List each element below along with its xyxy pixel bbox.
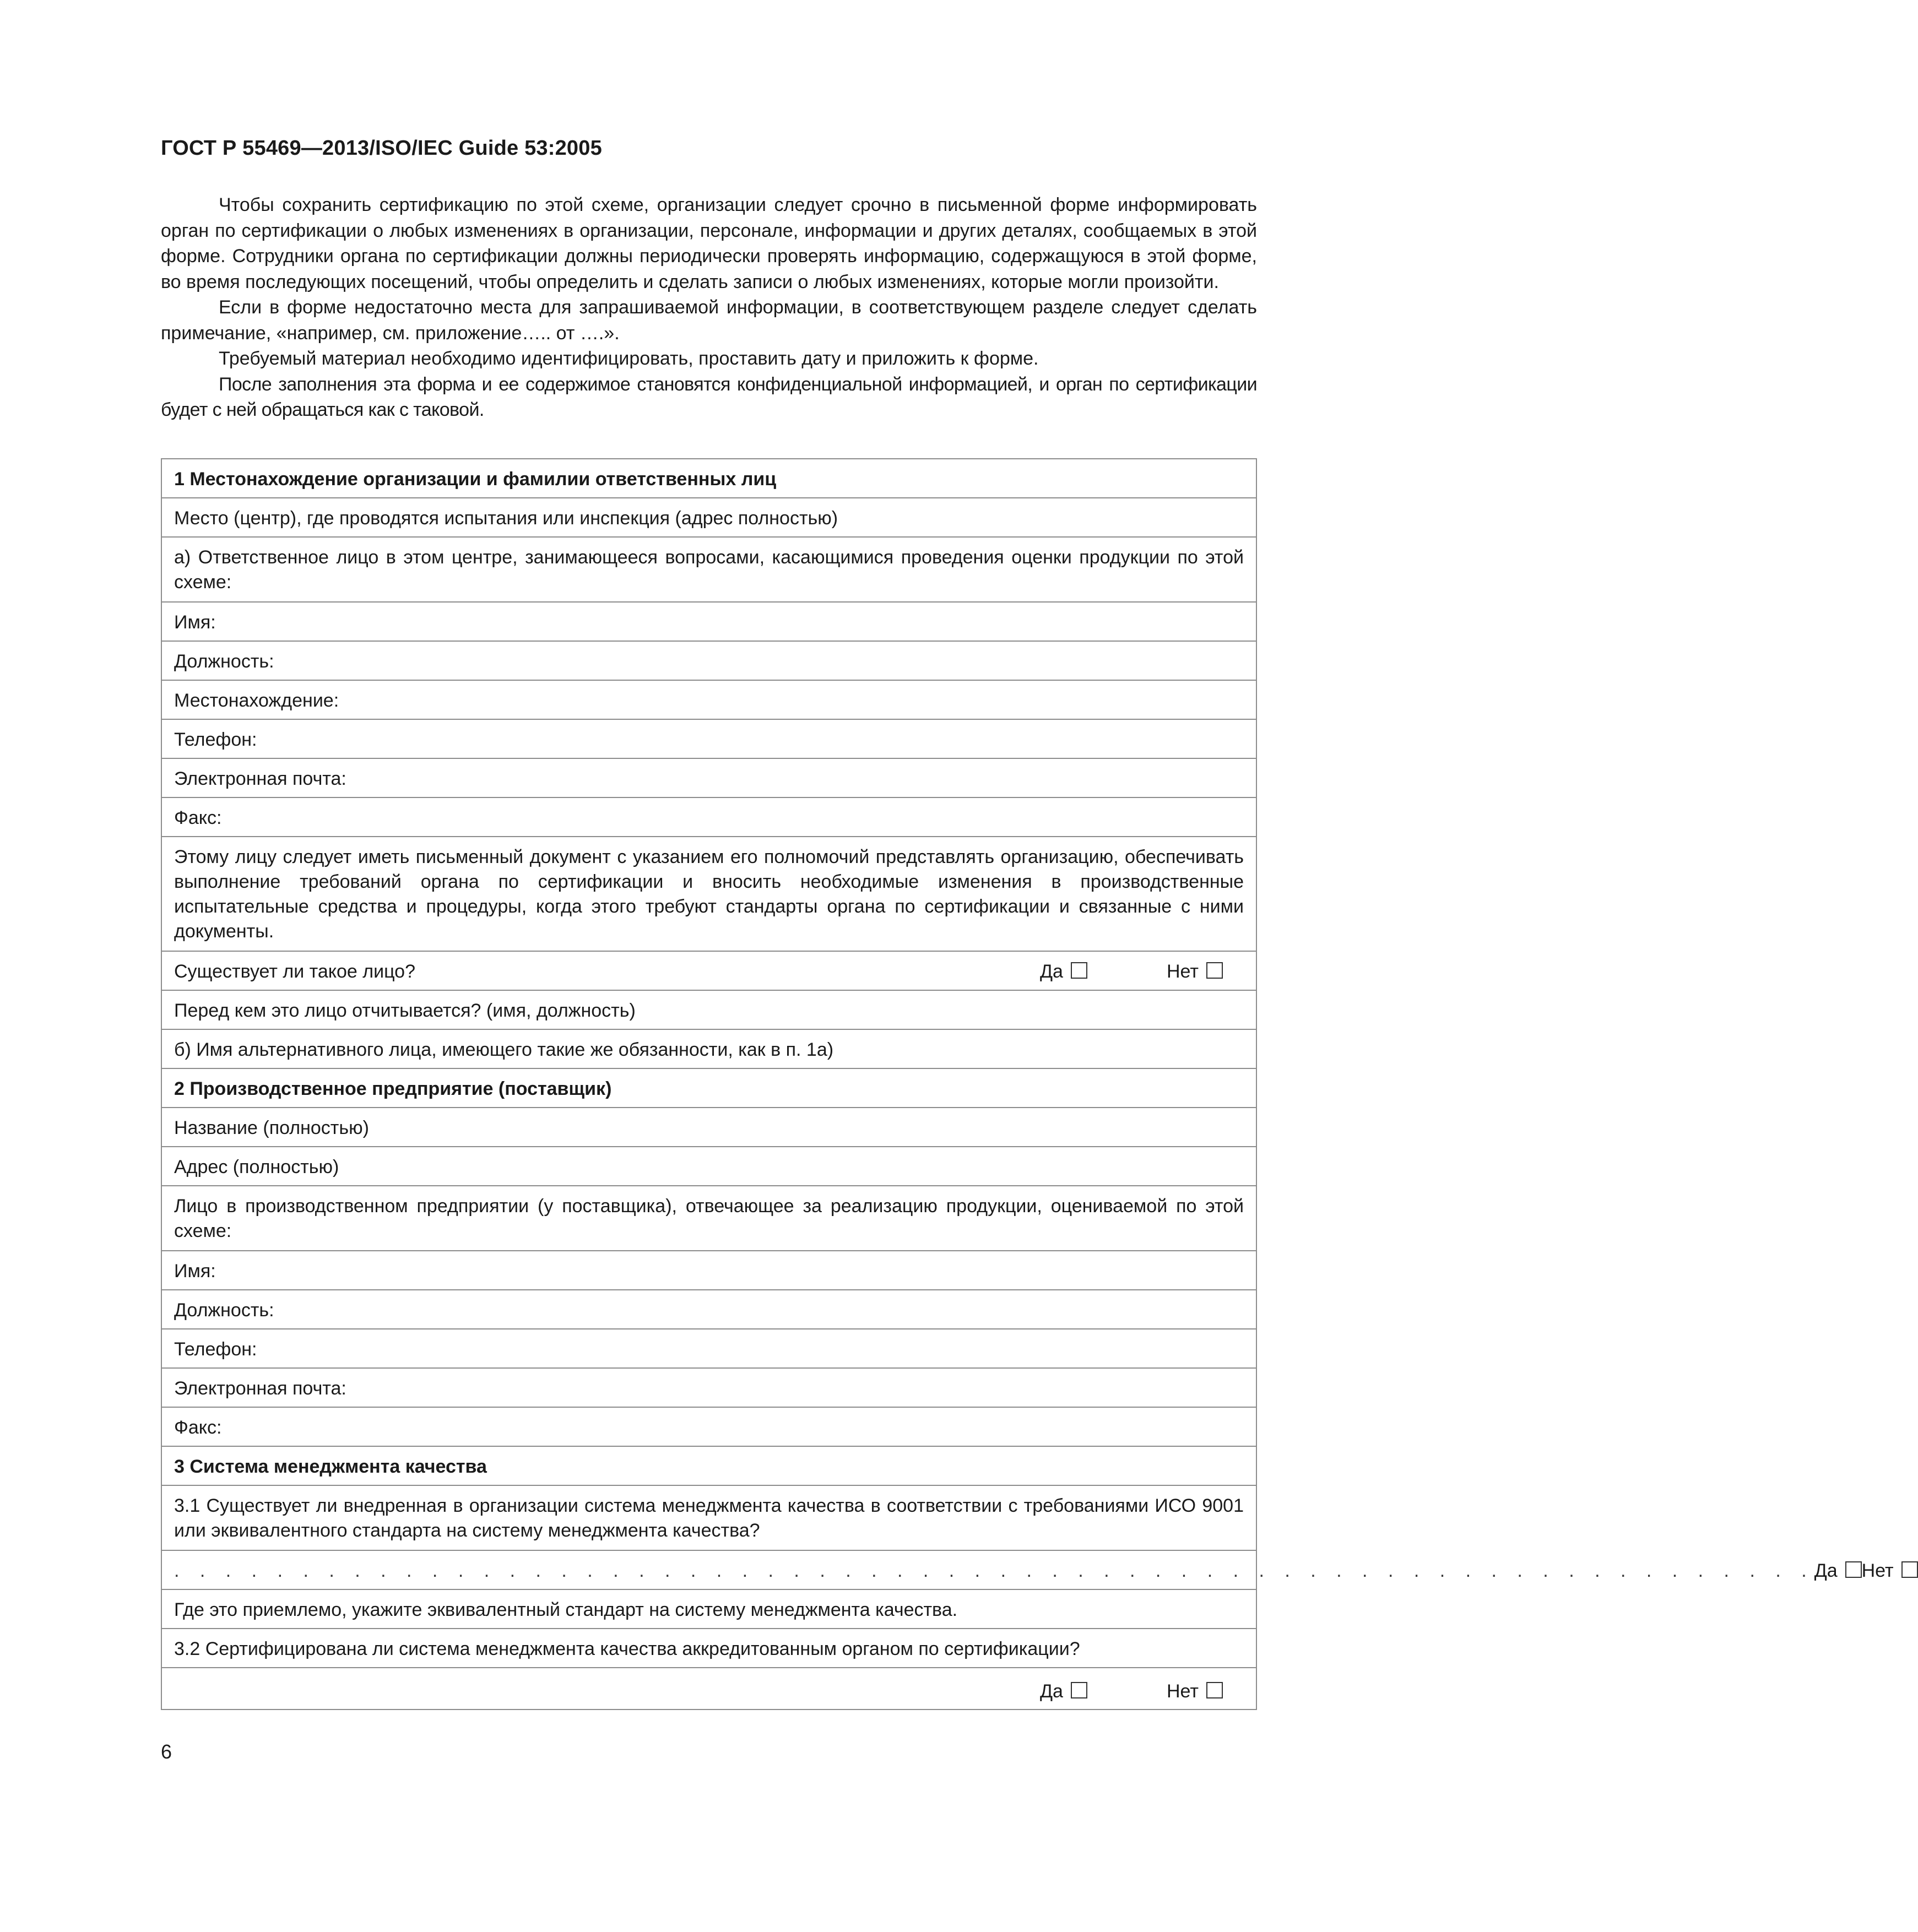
authority-note: Этому лицу следует иметь письменный документ с указанием его полномочий представлять организацию, обеспечивать выполнение требований органа по сертификации и вносить необходимые изменения в производственные испытательные средства и процедуры, когда этого требуют стандарты органа по сертификации и связанные с ними документы. (161, 837, 1256, 951)
questionnaire-table (161, 458, 1894, 1710)
section-3-title: 3 Система менеджмента качества (161, 1446, 1256, 1485)
company-name-field[interactable]: Название (полностью) (161, 1108, 1256, 1147)
person-exists-question: Существует ли такое лицо? (174, 961, 415, 982)
reports-to-field[interactable]: Перед кем это лицо отчитывается? (имя, должность) (161, 990, 1256, 1029)
plant-name-field[interactable]: Имя: (161, 1251, 1256, 1290)
qms-question-3-2: 3.2 Сертифицирована ли система менеджмента качества аккредитованным органом по сертификации? (161, 1629, 1256, 1668)
yes-option[interactable] (1040, 1679, 1167, 1703)
equivalent-standard-field[interactable]: Где это приемлемо, укажите эквивалентный стандарт на систему менеджмента качества. (161, 1589, 1256, 1629)
phone-field[interactable]: Телефон: (161, 719, 1256, 758)
plant-position-field[interactable]: Должность: (161, 1290, 1256, 1329)
place-field[interactable]: Место (центр), где проводятся испытания или инспекция (адрес полностью) (161, 498, 1256, 537)
email-field[interactable]: Электронная почта: (161, 758, 1256, 797)
alternate-person-field[interactable]: б) Имя альтернативного лица, имеющего такие же обязанности, как в п. 1а) (161, 1029, 1256, 1068)
yes-checkbox[interactable] (1845, 1561, 1862, 1578)
qms-3-1-answer-row (161, 1550, 1894, 1589)
name-field[interactable]: Имя: (161, 602, 1256, 641)
position-field[interactable]: Должность: (161, 641, 1256, 680)
no-checkbox[interactable] (1206, 962, 1223, 979)
intro-text (161, 192, 1257, 423)
dotted-leader: . . . . . . . . . . . . . . . . . . . . . . . . . . . . . . . . . . . . . . . . . . . . . . . . . . . . . . . . . . . . . . . . (174, 1560, 1814, 1581)
page-number: 6 (161, 1740, 172, 1763)
yes-label: Да (1040, 961, 1063, 982)
no-label: Нет (1861, 1560, 1894, 1581)
section-1-title: 1 Местонахождение организации и фамилии ответственных лиц (161, 459, 1256, 498)
yes-option[interactable] (1814, 1559, 1862, 1583)
company-address-field[interactable]: Адрес (полностью) (161, 1147, 1256, 1186)
intro-paragraph: После заполнения эта форма и ее содержимое становятся конфиденциальной информацией, и орган по сертификации будет с ней обращаться как с таковой. (161, 373, 1257, 420)
plant-responsible-heading: Лицо в производственном предприятии (у поставщика), отвечающее за реализацию продукции, оцениваемой по этой схеме: (161, 1186, 1256, 1251)
plant-email-field[interactable]: Электронная почта: (161, 1368, 1256, 1407)
no-label: Нет (1167, 961, 1199, 982)
qms-3-2-answer-row (161, 1668, 1256, 1710)
no-option[interactable] (1167, 1679, 1244, 1703)
no-option[interactable] (1167, 959, 1244, 984)
intro-paragraph: Чтобы сохранить сертификацию по этой схеме, организации следует срочно в письменной форме информировать орган по сертификации о любых изменениях в организации, персонале, информации и других деталях, сообщаемых в этой форме. Сотрудники органа по сертификации должны периодически проверять информацию, содержащуюся в этой форме, во время последующих посещений, чтобы определить и сделать записи о любых изменениях, которые могли произойти. (161, 194, 1257, 292)
intro-paragraph: Требуемый материал необходимо идентифицировать, проставить дату и приложить к форме. (219, 348, 1039, 369)
yes-option[interactable] (1040, 959, 1167, 984)
responsible-person-heading: а) Ответственное лицо в этом центре, занимающееся вопросами, касающимися проведения оценки продукции по этой схеме: (161, 537, 1256, 602)
document-header: ГОСТ Р 55469—2013/ISO/IEC Guide 53:2005 (161, 137, 602, 160)
no-label: Нет (1167, 1681, 1199, 1702)
yes-label: Да (1814, 1560, 1838, 1581)
intro-paragraph: Если в форме недостаточно места для запрашиваемой информации, в соответствующем разделе следует сделать примечание, «например, см. приложение….. от ….». (161, 297, 1257, 344)
yes-checkbox[interactable] (1071, 962, 1087, 979)
plant-phone-field[interactable]: Телефон: (161, 1329, 1256, 1368)
plant-fax-field[interactable]: Факс: (161, 1407, 1256, 1446)
no-option[interactable] (1862, 1559, 1918, 1583)
qms-question-3-1: 3.1 Существует ли внедренная в организации система менеджмента качества в соответствии с требованиями ИСО 9001 или эквивалентного стандарта на систему менеджмента качества? (161, 1485, 1256, 1550)
location-field[interactable]: Местонахождение: (161, 680, 1256, 719)
section-2-title: 2 Производственное предприятие (поставщик) (161, 1068, 1256, 1108)
yes-label: Да (1040, 1681, 1063, 1702)
no-checkbox[interactable] (1901, 1561, 1918, 1578)
person-exists-row (161, 951, 1256, 990)
no-checkbox[interactable] (1206, 1682, 1223, 1698)
yes-checkbox[interactable] (1071, 1682, 1087, 1698)
fax-field[interactable]: Факс: (161, 797, 1256, 837)
